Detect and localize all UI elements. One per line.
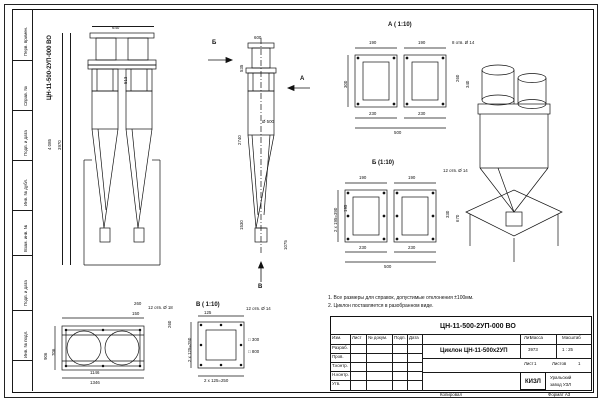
sv-sq2: □ 800 xyxy=(248,349,260,354)
marker-b-label: Б xyxy=(212,40,217,46)
sa-d2: 230 xyxy=(418,111,426,116)
sa-h-left: 300 xyxy=(343,80,348,88)
company-logo xyxy=(520,372,546,390)
margin-label-5: Подп. и дата xyxy=(23,280,28,306)
bl-dim-g: 706 xyxy=(51,348,56,356)
bl-dim-e: 1146 xyxy=(90,370,100,375)
bl-dim-holes: 12 отв. Ø 18 xyxy=(148,305,173,310)
stamp-scale-label: Масштаб xyxy=(562,335,581,340)
note-line-1: 1. Все размеры для справок, допустимые отклонения ±100мм. xyxy=(328,295,474,301)
sb-h-left: 2 х 195=390 xyxy=(333,207,338,232)
tb-vrule-7 xyxy=(407,334,408,391)
stamp-sheet-value: 1 xyxy=(534,361,537,366)
company-line-2: завод УЗЛ xyxy=(550,382,572,387)
margin-label-6: Инв. № подл. xyxy=(23,330,28,358)
sb-h-mid: 195 xyxy=(343,204,348,212)
stamp-product-name: Циклон ЦН-11-500х2УП xyxy=(440,348,508,354)
tb-vrule-3 xyxy=(556,334,557,358)
tb-rule-4 xyxy=(422,372,592,373)
sa-h-r2: 340 xyxy=(465,80,470,88)
tb-vrule-6 xyxy=(392,334,393,391)
sb-total: 500 xyxy=(384,264,392,269)
sb-d2: 230 xyxy=(408,245,416,250)
margin-label-1: Справ. № xyxy=(23,86,28,106)
dim2-top: 600 xyxy=(254,35,262,40)
stamp-col-doc: № докум. xyxy=(368,335,388,340)
sv-bottom: 2 х 125=250 xyxy=(204,378,229,383)
tb-vrule-1 xyxy=(422,334,423,391)
tb-rule-3 xyxy=(422,358,592,359)
tb-vrule-5 xyxy=(366,334,367,391)
tb-rule-2 xyxy=(422,344,592,345)
bl-dim-a: 260 xyxy=(134,301,142,306)
company-line-1: Уральский xyxy=(550,375,572,380)
stamp-row-0: Разраб. xyxy=(332,345,348,350)
stamp-mass-value: 3973 xyxy=(528,347,538,352)
stamp-sheets-value: 1 xyxy=(578,361,581,366)
sb-h-r2: 670 xyxy=(455,214,460,222)
sv-left: 2 х 125=250 xyxy=(187,337,192,362)
top-left-stamp: ЦН-11-500-2УП-000 ВО xyxy=(47,35,53,100)
dim2-body: 2740 xyxy=(237,135,242,145)
section-a-title: А ( 1:10) xyxy=(388,22,412,28)
tb-rule-6 xyxy=(330,353,422,354)
sv-w: 125 xyxy=(204,310,212,315)
sa-h-r1: 260 xyxy=(455,74,460,82)
sv-holes: 12 отв. Ø 14 xyxy=(246,306,271,311)
section-b-title: Б (1:10) xyxy=(372,160,394,166)
bl-dim-c: 260 xyxy=(167,320,172,328)
tb-rule-9 xyxy=(330,380,422,381)
stamp-row-1: Пров. xyxy=(332,354,344,359)
dim2-diameter: Ø 500 xyxy=(262,119,274,124)
dim2-cone: 1530 xyxy=(239,220,244,230)
footer-copy: Копировал xyxy=(440,392,463,397)
margin-label-2: Подп. и дата xyxy=(23,130,28,156)
dim-overall-outer: 4 085 xyxy=(47,139,52,150)
dim2-inlet: 535 xyxy=(239,64,244,72)
stamp-scale-value: 1 : 25 xyxy=(562,347,573,352)
sa-total: 500 xyxy=(394,130,402,135)
marker-v-label: В xyxy=(258,284,263,290)
title-designation: ЦН-11-500-2УП-000 ВО xyxy=(440,323,516,330)
stamp-sheets-label: Листов xyxy=(552,361,567,366)
sb-holes: 12 отв. Ø 14 xyxy=(443,168,468,173)
note-line-2: 2. Циклон поставляется в разобранном виде. xyxy=(328,303,434,309)
marker-a-label: А xyxy=(300,76,305,82)
dim2-tail: 1075 xyxy=(283,240,288,250)
stamp-col-izm: Изм. xyxy=(332,335,342,340)
sb-w1: 190 xyxy=(359,175,367,180)
section-v-title: В ( 1:10) xyxy=(196,302,220,308)
stamp-row-3: Н.контр. xyxy=(332,372,349,377)
stamp-lit-label: Лит. xyxy=(524,335,533,340)
bl-dim-h: 906 xyxy=(43,352,48,360)
sa-w1: 190 xyxy=(369,40,377,45)
sb-w2: 190 xyxy=(408,175,416,180)
stamp-mass-label: Масса xyxy=(530,335,543,340)
sv-sq: □ 300 xyxy=(248,337,260,342)
stamp-row-4: Утв. xyxy=(332,381,341,386)
bl-dim-f: 1346 xyxy=(90,380,100,385)
stamp-col-data: Дата xyxy=(409,335,419,340)
stamp-col-podp: Подп. xyxy=(394,335,406,340)
footer-format: Формат А3 xyxy=(548,392,571,397)
sb-h-r1: 330 xyxy=(445,210,450,218)
company-logo-text: КИЗЛ xyxy=(525,379,541,385)
dim-inlet-h: 513 xyxy=(123,76,128,84)
sa-holes: 8 отв. Ø 14 xyxy=(452,40,475,45)
bl-dim-b: 150 xyxy=(132,311,140,316)
sa-d1: 230 xyxy=(369,111,377,116)
dim-overall-inner: 3970 xyxy=(57,140,62,150)
tb-vrule-2 xyxy=(520,334,521,358)
stamp-sheet-label: Лист xyxy=(524,361,534,366)
margin-label-4: Взам. инв. № xyxy=(23,224,28,252)
margin-label-0: Перв. примен. xyxy=(23,26,28,56)
sa-w2: 190 xyxy=(418,40,426,45)
sb-d1: 230 xyxy=(359,245,367,250)
margin-label-3: Инв. № дубл. xyxy=(23,178,28,206)
stamp-row-2: Т.контр. xyxy=(332,363,348,368)
tb-vrule-4 xyxy=(350,334,351,391)
stamp-col-list: Лист xyxy=(352,335,362,340)
dim-top-width: 640 xyxy=(112,25,120,30)
